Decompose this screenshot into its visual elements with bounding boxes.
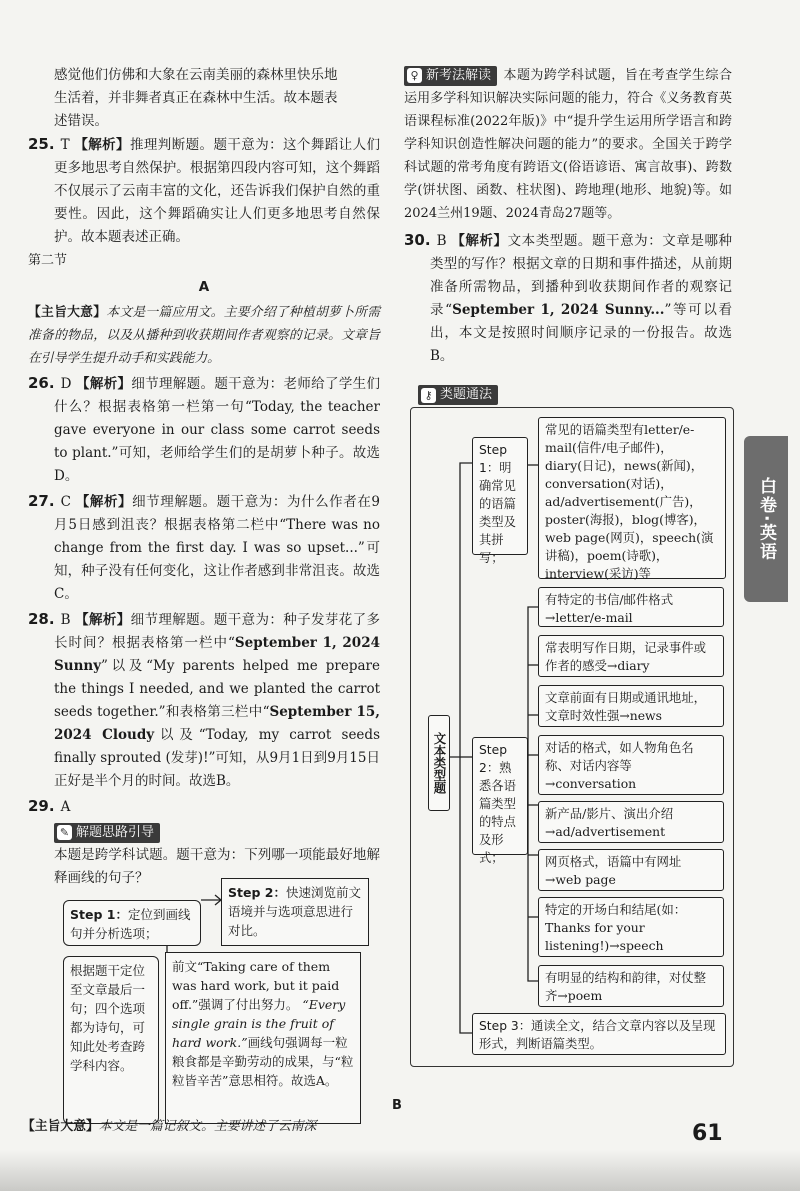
tree-item-poem: 有明显的结构和韵律，对仗整齐→poem (538, 965, 724, 1007)
new-method-note: ♀ 新考法解读 本题为跨学科试题，旨在考查学生综合运用多学科知识解决实际问题的能力，符合《义务教育英语课程标准(2022年版)》中“提升学生运用所学语言和跨学科知识创造性解决问题的能力”的要求。全国关于跨学科试题的常考角度有跨语文(俗语谚语、寓言故事)、跨数学(饼状图、函数、柱状图)、跨地理(地形、地貌)等。如2024兰州19题、2024青岛27题等。 (404, 67, 732, 221)
solution-flowchart (55, 870, 385, 1130)
new-method-tag: ♀ 新考法解读 (404, 66, 497, 86)
tree-item-letter: 有特定的书信/邮件格式→letter/e-mail (538, 587, 724, 627)
tree-item-speech: 特定的开场白和结尾(如：Thanks for your listening!)→speech (538, 897, 724, 957)
page-bottom-shadow (0, 1150, 800, 1191)
flow-step-1: Step 1：定位到画线句并分析选项； (63, 900, 201, 946)
method-tree (404, 385, 734, 1065)
intro-line-3: 述错误。 (54, 113, 108, 129)
question-27: 27. C 【解析】细节理解题。题干意为：为什么作者在9月5日感到沮丧？根据表格第二栏中“There was no change from the first day. I was so upset...”可知，种子没有任何变化，这让作者感到非常沮丧。故选C。 (28, 492, 381, 602)
flow-box-compare: 前文“Taking care of them was hard work, but it paid off.”强调了付出努力。 “Every single grain is the fruit of hard work.”画线句强调每一粒粮食都是辛勤劳动的成果，与“粒粒皆辛苦”意思相符。故选A。 (165, 952, 361, 1124)
tree-step-1-detail: 常见的语篇类型有letter/e-mail(信件/电子邮件)，diary(日记)，news(新闻)，conversation(对话)，ad/advertisement(广告)，poster(海报)，blog(博客)，web page(网页)，speech(演讲稿)，poem(诗歌)，interview(采访)等 (538, 417, 726, 579)
question-26: 26. D 【解析】细节理解题。题干意为：老师给了学生们什么？根据表格第一栏第一句“Today, the teacher gave everyone in our class some carrot seeds to plant.”可知，老师给学生们的是胡萝卜种子。故选D。 (28, 374, 380, 484)
guide-header (28, 821, 380, 844)
left-column (28, 64, 380, 890)
side-tab-label: 白卷·英语 (744, 436, 788, 602)
intro-line-1: 感觉他们仿佛和大象在云南美丽的森林里快乐地 (54, 67, 338, 83)
method-tag: ⚷ 类题通法 (418, 385, 498, 405)
main-idea-a: 【主旨大意】本文是一篇应用文。主要介绍了种植胡萝卜所需准备的物品，以及从播种到收获期间作者观察的记录。文章旨在引导学生提升动手和实践能力。 (28, 305, 381, 366)
tree-step-2: Step 2：熟悉各语篇类型的特点及形式； (472, 737, 528, 855)
intro-line-2: 生活着，并非舞者真正在森林中生活。故本题表 (54, 90, 338, 106)
tree-item-news: 文章前面有日期或通讯地址，文章时效性强→news (538, 685, 724, 727)
flow-step-2: Step 2：快速浏览前文语境并与选项意思进行对比。 (221, 878, 369, 946)
tree-step-1: Step 1：明确常见的语篇类型及其拼写； (472, 437, 528, 555)
tree-item-conversation: 对话的格式，如人物角色名称、对话内容等→conversation (538, 735, 724, 795)
guide-tag: ✎ 解题思路引导 (54, 823, 160, 843)
passage-a-letter: A (198, 279, 210, 295)
tree-item-diary: 常表明写作日期，记录事件或作者的感受→diary (538, 635, 724, 677)
lightbulb-icon: ♀ (407, 68, 422, 83)
key-icon: ⚷ (421, 388, 436, 403)
page-number: 61 (692, 1121, 723, 1146)
tree-step-3: Step 3：通读全文，结合文章内容以及呈现形式，判断语篇类型。 (472, 1013, 726, 1055)
tree-item-web-page: 网页格式，语篇中有网址→web page (538, 849, 724, 891)
tree-item-ad: 新产品/影片、演出介绍→ad/advertisement (538, 801, 724, 843)
guide-text: 本题是跨学科试题。题干意为：下列哪一项能最好地解释画线的句子？ (54, 847, 380, 886)
right-column (404, 64, 732, 368)
question-29: 29. A (28, 797, 71, 815)
question-25: 25. T 【解析】推理判断题。题干意为：这个舞蹈让人们更多地思考自然保护。根据第四段内容可知，这个舞蹈不仅展示了云南丰富的文化，还告诉我们保护自然的重要性。因此，这个舞蹈确实让人们更多地思考自然保护。故本题表述正确。 (28, 135, 381, 245)
question-28: 28. B 【解析】细节理解题。题干意为：种子发芽花了多长时间？根据表格第一栏中“September 1, 2024 Sunny”以及“My parents helped me prepare the things I needed, and we planted the carrot seeds together.”和表格第三栏中“September 15, 2024 Cloudy以及“Today, my carrot seeds finally sprouted (发芽)!”可知，从9月1日到9月15日正好是半个月的时间。故选B。 (28, 610, 381, 789)
pencil-note-icon: ✎ (57, 825, 72, 840)
section-title: 第二节 (28, 253, 68, 268)
passage-b-letter: B (392, 1098, 402, 1113)
question-30: 30. B 【解析】文本类型题。题干意为：文章是哪种类型的写作？根据文章的日期和事件描述，从前期准备所需物品，到播种到收获期间作者的观察记录“September 1, 2024 Sunny...”等可以看出，本文是按照时间顺序记录的一份报告。故选B。 (404, 231, 733, 364)
main-idea-b: 【主旨大意】本文是一篇记叙文。主要讲述了云南深 (22, 1119, 317, 1134)
flow-box-locate: 根据题干定位至文章最后一句；四个选项都为诗句，可知此处考查跨学科内容。 (63, 956, 159, 1124)
tree-root: 文本类型题 (428, 715, 450, 811)
passage-b-intro (22, 1098, 682, 1134)
